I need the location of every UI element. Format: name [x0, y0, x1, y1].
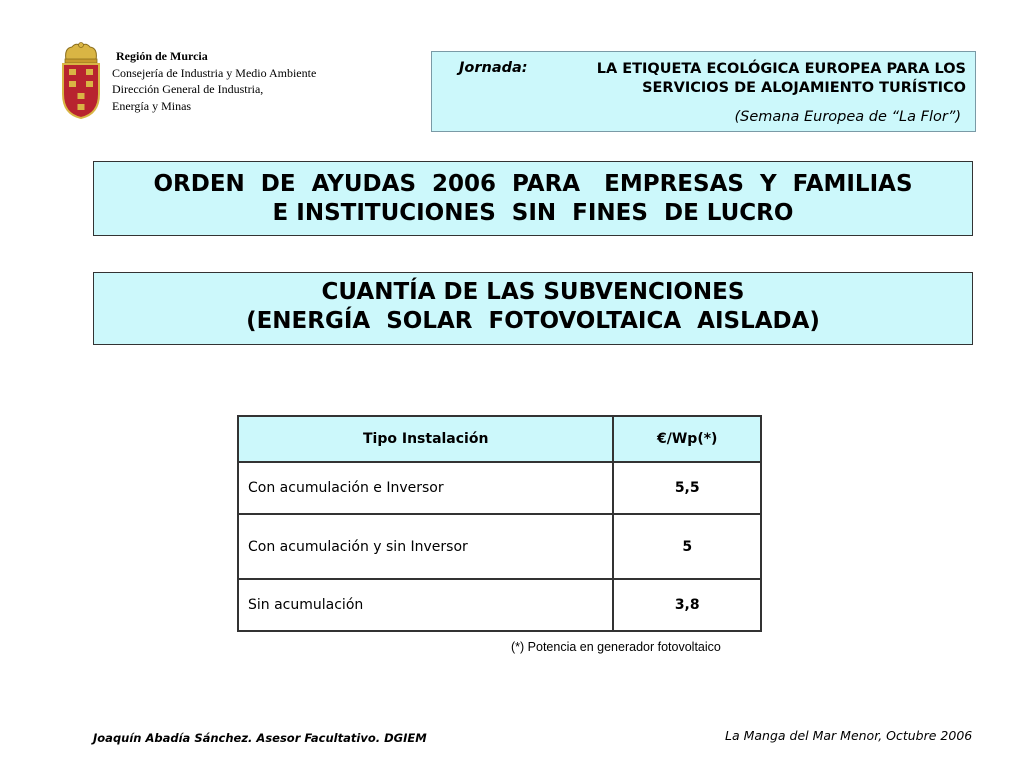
cell-tipo: Con acumulación y sin Inversor	[238, 514, 613, 579]
subsidy-title-banner	[93, 272, 973, 345]
order-title-banner	[93, 161, 973, 236]
table-row	[238, 514, 761, 579]
jornada-title-line2: SERVICIOS DE ALOJAMIENTO TURÍSTICO	[642, 80, 966, 96]
cell-valor: 5,5	[613, 462, 761, 514]
table-footnote: (*) Potencia en generador fotovoltaico	[511, 640, 721, 654]
jornada-title	[546, 60, 966, 98]
org-name: Región de Murcia	[116, 49, 208, 63]
table-row	[238, 462, 761, 514]
cell-tipo: Sin acumulación	[238, 579, 613, 631]
footer-place-date: La Manga del Mar Menor, Octubre 2006	[725, 728, 973, 743]
org-department: Consejería de Industria y Medio Ambiente	[112, 65, 317, 80]
murcia-coat-of-arms-icon	[60, 42, 102, 120]
order-title-line1: ORDEN DE AYUDAS 2006 PARA EMPRESAS Y FAMILIAS	[153, 171, 913, 197]
jornada-box	[431, 51, 976, 132]
footer-author: Joaquín Abadía Sánchez. Asesor Facultativo. DGIEM	[93, 731, 427, 745]
org-area: Energía y Minas	[112, 98, 192, 113]
order-title-line2: E INSTITUCIONES SIN FINES DE LUCRO	[272, 200, 794, 226]
cell-valor: 3,8	[613, 579, 761, 631]
subsidy-table	[237, 415, 762, 632]
jornada-subtitle: (Semana Europea de “La Flor”)	[734, 109, 961, 125]
subsidy-title-line2: (ENERGÍA SOLAR FOTOVOLTAICA AISLADA)	[246, 308, 820, 334]
jornada-title-line1: LA ETIQUETA ECOLÓGICA EUROPEA PARA LOS	[596, 61, 966, 77]
column-header-valor: €/Wp(*)	[613, 416, 761, 462]
cell-tipo: Con acumulación e Inversor	[238, 462, 613, 514]
organization-block	[112, 48, 316, 114]
table-row	[238, 579, 761, 631]
subsidy-title-line1: CUANTÍA DE LAS SUBVENCIONES	[321, 279, 745, 305]
cell-valor: 5	[613, 514, 761, 579]
org-directorate: Dirección General de Industria,	[112, 82, 264, 96]
jornada-label: Jornada:	[459, 60, 528, 76]
table-header-row	[238, 416, 761, 462]
column-header-tipo: Tipo Instalación	[238, 416, 613, 462]
